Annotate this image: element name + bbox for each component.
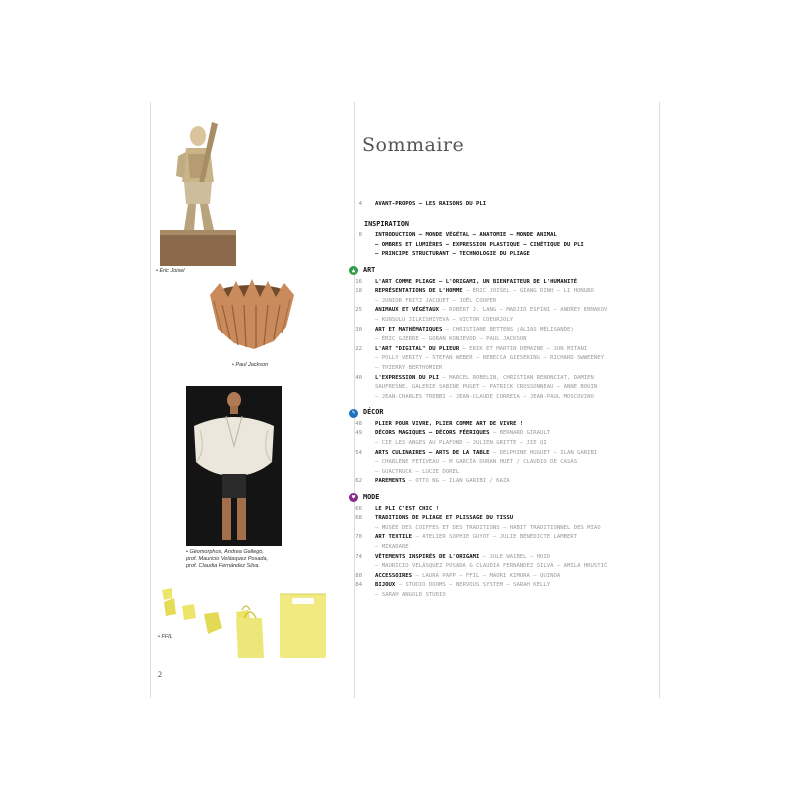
toc-page-number <box>340 354 362 364</box>
toc-entry <box>340 250 640 260</box>
toc-entry <box>340 477 640 487</box>
photo-ffil-yellow-bags <box>158 584 333 664</box>
caption-geomorphos-line: • Géomorphos, Andrea Gallego, <box>186 549 264 555</box>
toc-entry-text <box>375 591 640 601</box>
toc-entry-authors: – KUNSULU JILKISHIYEVA – VICTOR COEURJOLY <box>375 316 514 323</box>
toc-entry-authors: – LAURA PAPP – FFIL – MAORI KIMURA – QUINOA <box>412 572 561 579</box>
toc-entry <box>340 429 640 439</box>
left-margin-line <box>150 102 151 698</box>
toc-entry-authors: – SARAH ANGOLD STUDIO <box>375 591 446 598</box>
toc-page-number: 25 <box>355 307 362 314</box>
section-heading-art <box>349 266 640 276</box>
toc-entry-text <box>375 524 640 534</box>
toc-page-number <box>340 241 362 251</box>
toc-entry-text <box>375 553 640 563</box>
toc-entry-text <box>375 572 640 582</box>
section-heading-mode <box>349 493 640 503</box>
toc-page-number: 40 <box>355 374 362 381</box>
caption-geomorphos <box>186 549 268 570</box>
toc-page-number <box>340 524 362 534</box>
toc-entry <box>340 383 640 393</box>
toc-entry <box>340 468 640 478</box>
toc-entry-text <box>375 420 640 430</box>
toc-entry-text <box>375 374 640 384</box>
toc-entry-authors: SAUFRESNE, GALERIE SABINE PUGET – PATRICK CROSSONNEAU – ANNE BOUIN <box>375 384 598 391</box>
toc-entry-authors: – CHARLÈNE FETIVEAU – M GARCÍA DURAN HUET / CLAUDIO DE CASAS <box>375 459 578 466</box>
toc-entry-authors: – GUACTRUCK – LUCIE DOREL <box>375 468 460 475</box>
toc-entry-text <box>375 345 640 355</box>
toc-entry-title: BIJOUX <box>375 582 396 589</box>
toc-entry <box>340 553 640 563</box>
toc-entry <box>340 316 640 326</box>
toc-group-art <box>340 278 640 403</box>
toc-page-number <box>340 250 362 260</box>
toc-page-number: 8 <box>358 232 362 239</box>
caption-geomorphos-line: prof. Claudia Fernández Silva. <box>186 563 260 569</box>
toc-group-intro <box>340 200 640 210</box>
toc-entry <box>340 297 640 307</box>
toc-entry-text <box>375 383 640 393</box>
toc-entry <box>340 200 640 210</box>
toc-page-number: 62 <box>355 478 362 485</box>
section-title: ART <box>363 265 376 274</box>
toc-entry <box>340 581 640 591</box>
toc-page-number: 70 <box>355 534 362 541</box>
toc-entry-title: LE PLI C'EST CHIC ! <box>375 505 439 512</box>
toc-entry-authors: – CHRISTIANE BETTENS (ALIAS MÉLISANDE) <box>442 326 574 333</box>
toc-page-number: 48 <box>355 420 362 427</box>
toc-entry <box>340 562 640 572</box>
toc-entry <box>340 241 640 251</box>
toc-page-number: 74 <box>355 553 362 560</box>
toc-entry-title: DÉCORS MAGIQUES – DÉCORS FÉERIQUES <box>375 430 490 437</box>
toc-entry-title: L'EXPRESSION DU PLI <box>375 374 439 381</box>
toc-entry-authors: – MUSÉE DES COIFFES ET DES TRADITIONS – HABIT TRADITIONNEL DES MIAO <box>375 524 601 531</box>
toc-entry <box>340 524 640 534</box>
toc-page-number: 4 <box>358 201 362 207</box>
toc-entry-text <box>375 354 640 364</box>
toc-entry <box>340 439 640 449</box>
art-triangle-icon: ▲ <box>349 266 358 275</box>
toc-entry-title: L'ART "DIGITAL" DU PLIEUR <box>375 345 460 352</box>
toc-entry-text <box>375 297 640 307</box>
toc-entry-text <box>375 477 640 487</box>
toc-page-number <box>340 393 362 403</box>
section-heading-inspiration <box>364 220 640 230</box>
table-of-contents <box>340 200 640 601</box>
toc-page-number: 22 <box>355 345 362 352</box>
toc-group-inspiration <box>340 231 640 260</box>
caption-eric-joisel: • Éric Joisel <box>156 268 185 274</box>
toc-page-number <box>340 591 362 601</box>
toc-entry-authors: – JULE WAIBEL – HOID <box>479 553 551 560</box>
toc-page-number: 49 <box>355 430 362 437</box>
toc-entry-authors: – JEAN-CHARLES TREBBI – JEAN-CLAUDE CORREIA – JEAN-PAUL MOSCOVINO <box>375 393 594 400</box>
toc-entry-text <box>375 200 640 210</box>
toc-entry-title: AVANT-PROPOS – LES RAISONS DU PLI <box>375 201 487 207</box>
toc-entry <box>340 514 640 524</box>
toc-page-number: 18 <box>355 288 362 295</box>
toc-page-number <box>340 439 362 449</box>
toc-entry-text <box>375 287 640 297</box>
toc-entry <box>340 306 640 316</box>
caption-geomorphos-line: prof. Mauricio Velásquez Posada, <box>186 556 269 562</box>
toc-page-number: 30 <box>355 326 362 333</box>
decor-leaf-icon: ✎ <box>349 409 358 418</box>
toc-entry-authors: – POLLY VERITY – STEFAN WEBER – REBECCA GIESEKING – RICHARD SWWEENEY <box>375 355 605 362</box>
toc-entry-title: ART TEXTILE <box>375 534 413 541</box>
toc-page-number <box>340 297 362 307</box>
toc-group-decor <box>340 420 640 487</box>
toc-entry <box>340 335 640 345</box>
toc-entry-authors: – OTTO NG – ILAN GARIBI / KAZA <box>405 478 510 485</box>
right-margin-line <box>659 102 660 698</box>
toc-entry <box>340 572 640 582</box>
toc-entry <box>340 364 640 374</box>
toc-entry-text <box>375 439 640 449</box>
toc-entry-authors: – BERNARD GIRAULT <box>489 430 551 437</box>
toc-entry-text <box>375 250 640 260</box>
toc-entry-title: – OMBRES ET LUMIÈRES – EXPRESSION PLASTIQUE – CINÉTIQUE DU PLI <box>375 241 584 248</box>
toc-entry <box>340 533 640 543</box>
mode-dress-icon: ♥ <box>349 493 358 502</box>
page-number: 2 <box>158 670 162 679</box>
toc-entry-authors: – DELPHINE HUGUET – ILAN GARIBI <box>489 449 598 456</box>
toc-entry-text <box>375 533 640 543</box>
toc-entry-title: ART ET MATHÉMATIQUES <box>375 326 443 333</box>
toc-entry <box>340 326 640 336</box>
toc-entry-title: L'ART COMME PLIAGE – L'ORIGAMI, UN BIENFAITEUR DE L'HUMANITÉ <box>375 278 578 285</box>
toc-entry-title: PLIER POUR VIVRE, PLIER COMME ART DE VIVRE ! <box>375 420 524 427</box>
toc-entry-authors: – ÉRIC GJERDE – GORAN KONJEVOD – PAUL JACKSON <box>375 336 527 343</box>
section-title: MODE <box>363 493 380 502</box>
toc-entry-text <box>375 364 640 374</box>
toc-entry-text <box>375 514 640 524</box>
toc-entry <box>340 393 640 403</box>
toc-entry <box>340 458 640 468</box>
toc-entry-title: REPRÉSENTATIONS DE L'HOMME <box>375 288 463 295</box>
toc-entry-title: ACCESSOIRES <box>375 572 413 579</box>
toc-page-number <box>340 562 362 572</box>
toc-entry <box>340 374 640 384</box>
toc-entry-authors: – THIERRY BERTHOMIER <box>375 364 443 371</box>
toc-entry <box>340 543 640 553</box>
toc-entry-text <box>375 505 640 515</box>
toc-entry-text <box>375 231 640 241</box>
toc-page-number <box>340 383 362 393</box>
toc-entry-title: INTRODUCTION – MONDE VÉGÉTAL – ANATOMIE – MONDE ANIMAL <box>375 232 557 239</box>
page-title: Sommaire <box>362 134 465 156</box>
photo-folded-paper-bowl <box>200 275 300 355</box>
toc-page-number <box>340 364 362 374</box>
toc-entry-authors: – ROBERT J. LANG – MADJID ESFINI – ANDREY ERMAKOV <box>439 307 608 314</box>
toc-entry-text <box>375 316 640 326</box>
toc-entry <box>340 231 640 241</box>
toc-entry-authors: – MARCEL ROBELIN, CHRISTIAN RENONCIAT, DAMIEN <box>439 374 594 381</box>
toc-entry-authors: – MIKADARE <box>375 544 409 550</box>
toc-entry-authors: – MAURICIO VELÁSQUEZ POSADA & CLAUDIA FERNÁNDEZ SILVA – AMILA HRUSTIĆ <box>375 563 608 570</box>
section-title: DÉCOR <box>363 408 384 417</box>
toc-entry-text <box>375 449 640 459</box>
toc-page-number <box>340 468 362 478</box>
toc-entry-title: – PRINCIPE STRUCTURANT – TECHNOLOGIE DU PLIAGE <box>375 251 530 258</box>
photo-paper-warrior-figure <box>158 120 238 268</box>
toc-page-number: 80 <box>355 572 362 579</box>
toc-entry-authors: – ERIK ET MARTIN DEMAINE – JUN MITANI <box>459 345 588 352</box>
toc-entry-text <box>375 468 640 478</box>
toc-entry-text <box>375 393 640 403</box>
toc-page-number <box>340 458 362 468</box>
section-title: INSPIRATION <box>364 219 410 228</box>
toc-entry-title: ARTS CULINAIRES – ARTS DE LA TABLE <box>375 449 490 456</box>
toc-entry-authors: – JUNIOR FRITZ JACQUET – JOËL COOPER <box>375 297 497 304</box>
toc-entry <box>340 278 640 288</box>
toc-page-number: 16 <box>355 278 362 285</box>
toc-page-number <box>340 543 362 553</box>
section-heading-decor <box>349 408 640 418</box>
toc-entry-title: TRADITIONS DE PLIAGE ET PLISSAGE DU TISSU <box>375 515 514 522</box>
toc-entry-authors: – ATELIER SOPHIE GUYOT – JULIE BÉNÉDICTE LAMBERT <box>412 534 578 541</box>
photo-geomorphos-garment <box>186 386 282 546</box>
toc-entry-text <box>375 326 640 336</box>
toc-entry-text <box>375 306 640 316</box>
toc-entry-text <box>375 241 640 251</box>
toc-entry-authors: – STUDIO DOOMS – NERVOUS SYSTEM – SARAH KELLY <box>395 582 551 589</box>
toc-entry-text <box>375 458 640 468</box>
toc-entry-authors: – ÉRIC JOISEL – GIANG DINH – LI HONGBO <box>462 288 594 295</box>
caption-ffil: • FFIL <box>158 634 173 640</box>
toc-page-number: 66 <box>355 505 362 512</box>
toc-entry-title: VÊTEMENTS INSPIRÉS DE L'ORIGAMI <box>375 553 480 560</box>
toc-page-number <box>340 335 362 345</box>
toc-entry-text <box>375 562 640 572</box>
toc-entry <box>340 591 640 601</box>
toc-entry <box>340 345 640 355</box>
toc-entry-title: PAREMENTS <box>375 478 406 485</box>
toc-entry <box>340 449 640 459</box>
toc-page-number: 68 <box>355 515 362 522</box>
toc-entry-text <box>375 543 640 553</box>
caption-paul-jackson: • Paul Jackson <box>232 362 269 368</box>
toc-page-number <box>340 316 362 326</box>
toc-entry-title: ANIMAUX ET VÉGÉTAUX <box>375 307 439 314</box>
toc-entry <box>340 505 640 515</box>
toc-entry <box>340 354 640 364</box>
toc-entry <box>340 287 640 297</box>
toc-group-mode <box>340 505 640 601</box>
toc-entry-text <box>375 429 640 439</box>
toc-entry-text <box>375 581 640 591</box>
toc-entry-text <box>375 335 640 345</box>
toc-page-number: 54 <box>355 449 362 456</box>
toc-entry-text <box>375 278 640 288</box>
toc-page-number: 84 <box>355 582 362 589</box>
toc-entry-authors: – CIE LES ANGES AU PLAFOND – JULIEN GRITTE – JIE QI <box>375 440 547 447</box>
toc-entry <box>340 420 640 430</box>
